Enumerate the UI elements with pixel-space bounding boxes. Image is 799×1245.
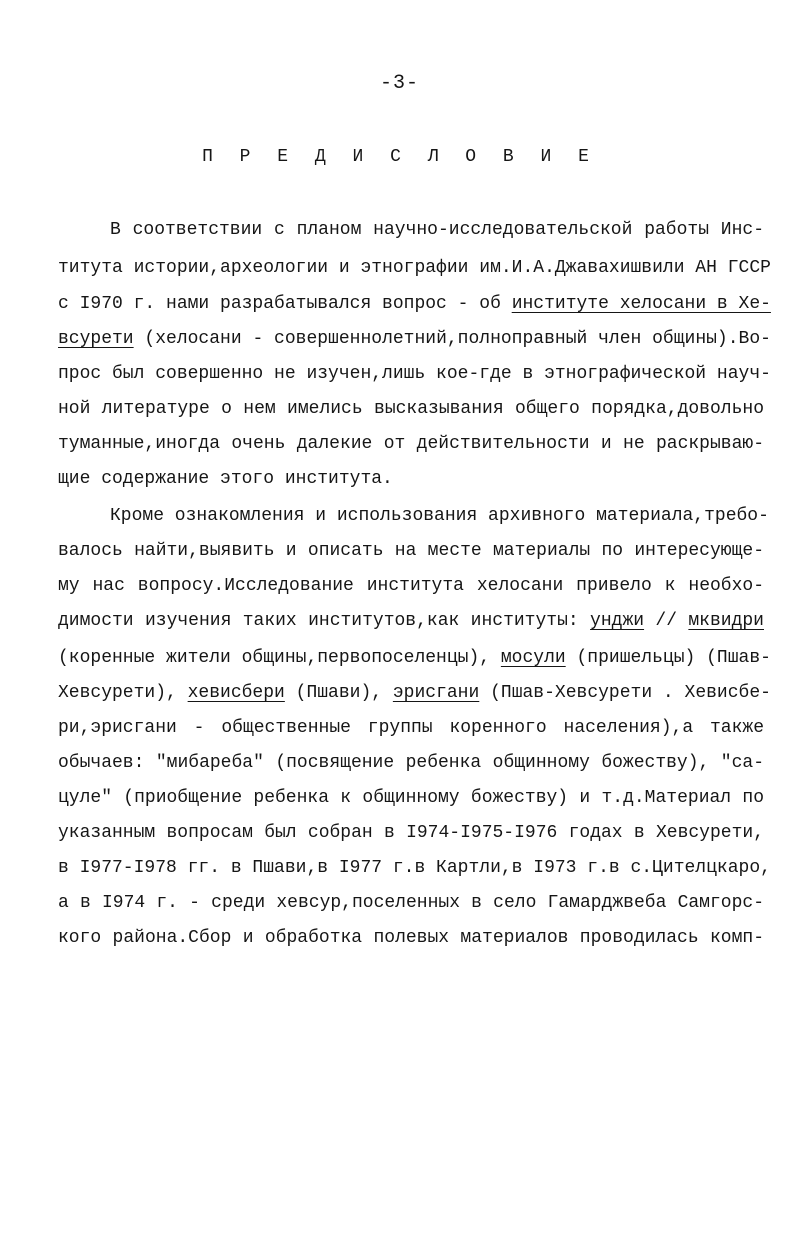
- text-line: [58, 327, 771, 351]
- text-line: [58, 292, 771, 316]
- underlined-term: всурети: [58, 329, 134, 349]
- text-line: [58, 681, 771, 705]
- underlined-term: мосули: [500, 648, 566, 668]
- text-line: му нас вопросу.Исследование института хелосани привело к необхо-: [58, 576, 764, 596]
- text-line: указанным вопросам был собран в I974-I975-I976 годах в Хевсурети,: [58, 823, 764, 843]
- text-segment: с I970 г. нами разрабатывался вопрос - об: [58, 294, 512, 314]
- text-line: титута истории,археологии и этнографии им.И.А.Джавахишвили АН ГССР: [58, 258, 771, 278]
- text-line: туманные,иногда очень далекие от действительности и не раскрываю-: [58, 434, 764, 454]
- text-line: [58, 646, 771, 670]
- text-segment: димости изучения таких институтов,как институты:: [58, 611, 591, 631]
- text-line: валось найти,выявить и описать на месте материалы по интересующе-: [58, 541, 764, 561]
- text-segment: (хелосани - совершеннолетний,полноправный член общины).Во-: [133, 329, 771, 349]
- text-line: в I977-I978 гг. в Пшави,в I977 г.в Картли,в I973 г.в с.Цителцкаро,: [58, 858, 771, 878]
- underlined-term: институте хелосани в Хе-: [511, 294, 771, 314]
- page-title: П Р Е Д И С Л О В И Е: [202, 147, 597, 167]
- text-segment: (пришельцы) (Пшав-: [565, 648, 771, 668]
- text-line: ри,эрисгани - общественные группы коренного населения),а также: [58, 718, 764, 738]
- text-line: прос был совершенно не изучен,лишь кое-где в этнографической науч-: [58, 364, 771, 384]
- text-line: щие содержание этого института.: [58, 469, 393, 489]
- text-line: а в I974 г. - среди хевсур,поселенных в село Гамарджвеба Самгорс-: [58, 893, 764, 913]
- text-segment: (Пшав-Хевсурети . Хевисбе-: [479, 683, 771, 703]
- underlined-term: мквидри: [688, 611, 764, 631]
- text-line: [58, 609, 764, 633]
- text-segment: (коренные жители общины,первопоселенцы),: [58, 648, 501, 668]
- text-line: цуле" (приобщение ребенка к общинному божеству) и т.д.Материал по: [58, 788, 764, 808]
- text-line: кого района.Сбор и обработка полевых материалов проводилась комп-: [58, 928, 764, 948]
- text-line: обычаев: "мибареба" (посвящение ребенка общинному божеству), "са-: [58, 753, 764, 773]
- text-segment: (Пшави),: [284, 683, 393, 703]
- text-segment: Хевсурети),: [58, 683, 188, 703]
- text-line: Кроме ознакомления и использования архивного материала,требо-: [110, 506, 769, 526]
- text-segment: //: [644, 611, 689, 631]
- page-number: -3-: [379, 72, 419, 95]
- text-line: В соответствии с планом научно-исследовательской работы Инс-: [110, 220, 764, 240]
- underlined-term: эрисгани: [392, 683, 480, 703]
- underlined-term: хевисбери: [187, 683, 285, 703]
- text-line: ной литературе о нем имелись высказывания общего порядка,довольно: [58, 399, 764, 419]
- underlined-term: унджи: [590, 611, 645, 631]
